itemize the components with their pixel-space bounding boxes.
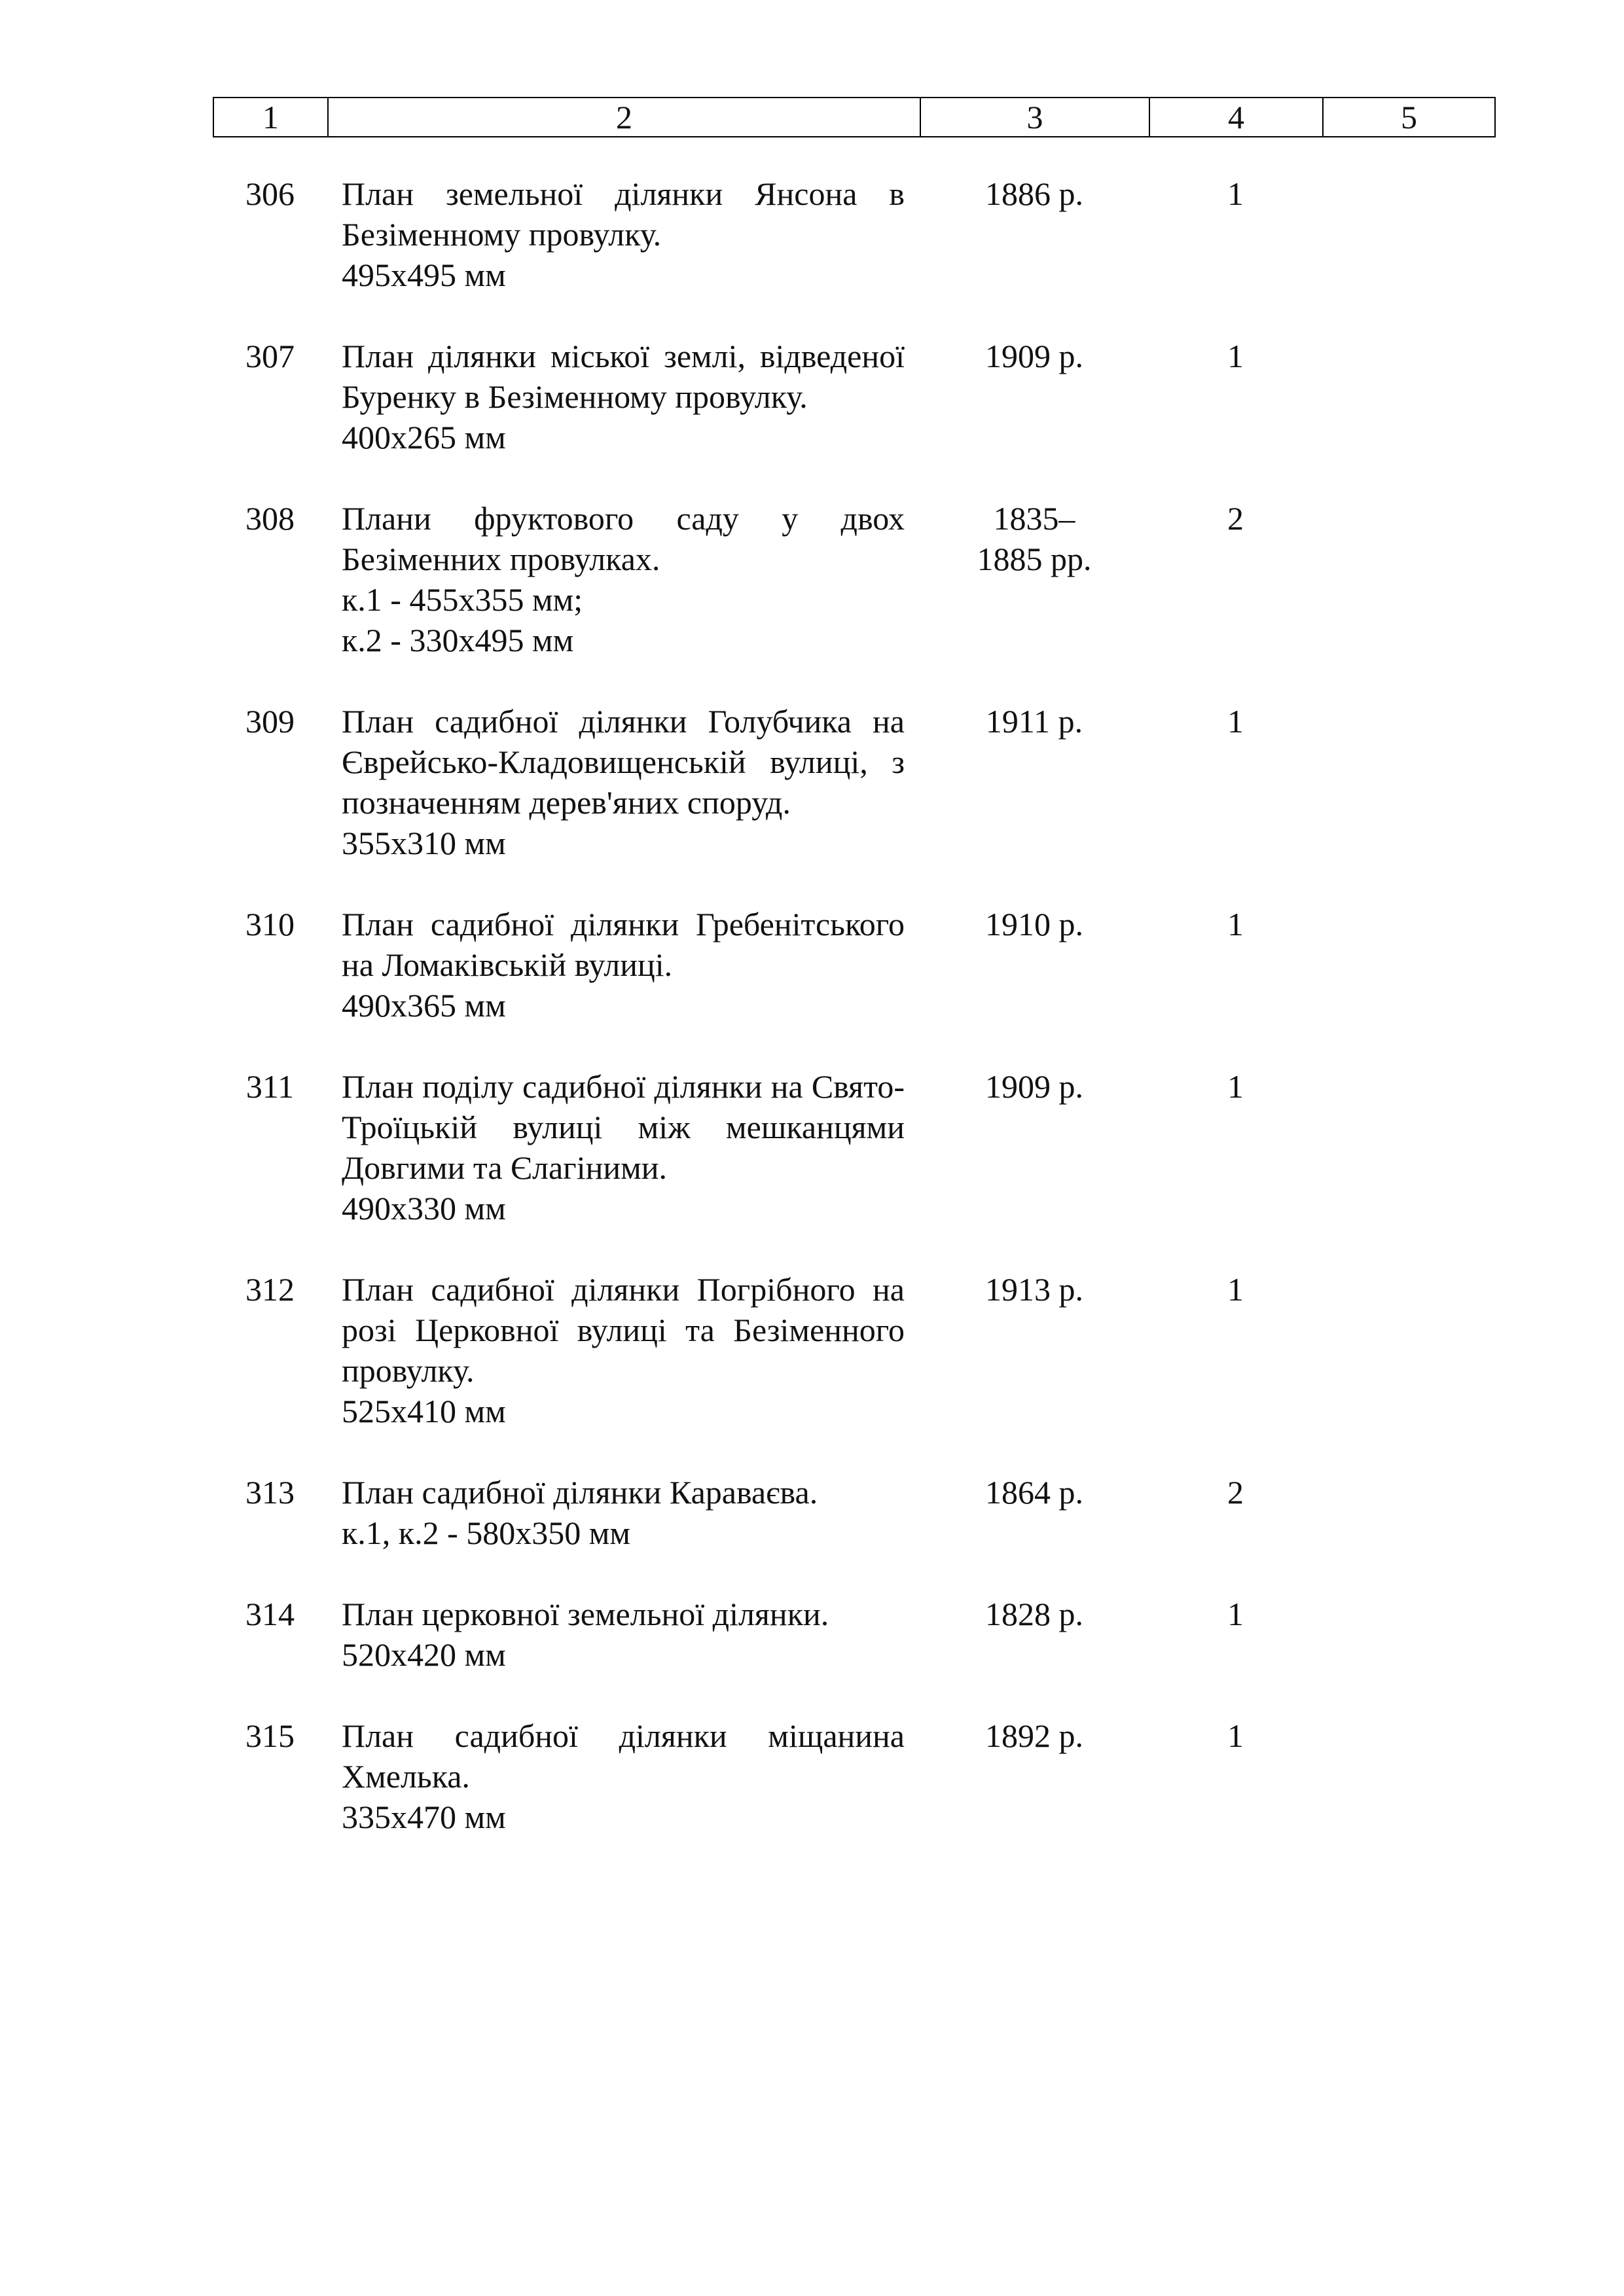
item-number: 312	[245, 1271, 295, 1308]
item-title: План поділу садибної ділянки на Свято-Троїцькій вулиці між мешканцями Довгими та Єлагіними.	[342, 1068, 905, 1186]
item-size: 490х330 мм	[342, 1190, 506, 1227]
item-description	[342, 1472, 905, 1553]
item-description	[342, 701, 905, 863]
item-count: 1	[1227, 1271, 1244, 1308]
item-size: к.2 - 330х495 мм	[342, 622, 574, 658]
item-count: 1	[1227, 338, 1244, 374]
item-number: 313	[245, 1474, 295, 1511]
item-date: 1828 р.	[985, 1596, 1083, 1632]
item-title: План садибної ділянки Голубчика на Єврейсько-Кладовищенській вулиці, з позначенням дерев'яних споруд.	[342, 703, 905, 821]
table-row	[213, 1472, 1496, 1553]
item-size: 355х310 мм	[342, 825, 506, 861]
item-count: 1	[1227, 703, 1244, 740]
item-date: 1910 р.	[985, 906, 1083, 942]
catalog-list	[213, 173, 1496, 1837]
item-size: 520х420 мм	[342, 1636, 506, 1673]
item-count: 1	[1227, 1068, 1244, 1105]
item-date: 1911 р.	[985, 703, 1083, 740]
item-size: 495х495 мм	[342, 257, 506, 293]
item-description	[342, 1715, 905, 1837]
item-description	[342, 904, 905, 1026]
item-date: 1835– 1885 рр.	[977, 500, 1092, 577]
table-row	[213, 1715, 1496, 1837]
item-size: к.1, к.2 - 580х350 мм	[342, 1515, 631, 1551]
item-title: План церковної земельної ділянки.	[342, 1596, 829, 1632]
table-row	[213, 1066, 1496, 1229]
header-col-4: 4	[1150, 98, 1324, 136]
item-date: 1909 р.	[985, 338, 1083, 374]
item-title: План земельної ділянки Янсона в Безіменному провулку.	[342, 175, 905, 253]
table-row	[213, 336, 1496, 457]
item-count: 2	[1227, 500, 1244, 537]
item-date: 1913 р.	[985, 1271, 1083, 1308]
table-row	[213, 1594, 1496, 1675]
item-description	[342, 1269, 905, 1431]
header-col-2: 2	[329, 98, 921, 136]
item-title: План садибної ділянки міщанина Хмелька.	[342, 1717, 905, 1795]
table-row	[213, 1269, 1496, 1431]
header-col-3: 3	[921, 98, 1150, 136]
item-description	[342, 1066, 905, 1229]
table-row	[213, 173, 1496, 295]
item-size: 400х265 мм	[342, 419, 506, 456]
item-number: 307	[245, 338, 295, 374]
item-number: 306	[245, 175, 295, 212]
item-size: 525х410 мм	[342, 1393, 506, 1429]
item-number: 309	[245, 703, 295, 740]
item-title: План садибної ділянки Погрібного на розі Церковної вулиці та Безіменного провулку.	[342, 1271, 905, 1389]
item-count: 1	[1227, 906, 1244, 942]
item-title: Плани фруктового саду у двох Безіменних провулках.	[342, 500, 905, 577]
item-title: План ділянки міської землі, відведеної Буренку в Безіменному провулку.	[342, 338, 905, 415]
item-date: 1909 р.	[985, 1068, 1083, 1105]
item-number: 315	[245, 1717, 295, 1754]
item-number: 308	[245, 500, 295, 537]
table-row	[213, 904, 1496, 1026]
item-number: 311	[245, 1068, 295, 1105]
item-description	[342, 498, 905, 660]
item-title: План садибної ділянки Гребенітського на Ломаківській вулиці.	[342, 906, 905, 983]
item-size: 490х365 мм	[342, 987, 506, 1024]
item-count: 2	[1227, 1474, 1244, 1511]
item-number: 310	[245, 906, 295, 942]
item-date: 1886 р.	[985, 175, 1083, 212]
item-count: 1	[1227, 175, 1244, 212]
item-date: 1892 р.	[985, 1717, 1083, 1754]
table-row	[213, 701, 1496, 863]
header-col-1: 1	[214, 98, 329, 136]
item-number: 314	[245, 1596, 295, 1632]
table-header	[213, 97, 1496, 137]
item-size: 335х470 мм	[342, 1799, 506, 1835]
item-title: План садибної ділянки Караваєва.	[342, 1474, 818, 1511]
item-description	[342, 336, 905, 457]
item-count: 1	[1227, 1717, 1244, 1754]
item-size: к.1 - 455х355 мм;	[342, 581, 583, 618]
header-col-5: 5	[1401, 99, 1417, 135]
item-description	[342, 173, 905, 295]
item-date: 1864 р.	[985, 1474, 1083, 1511]
item-count: 1	[1227, 1596, 1244, 1632]
table-row	[213, 498, 1496, 660]
item-description	[342, 1594, 905, 1675]
